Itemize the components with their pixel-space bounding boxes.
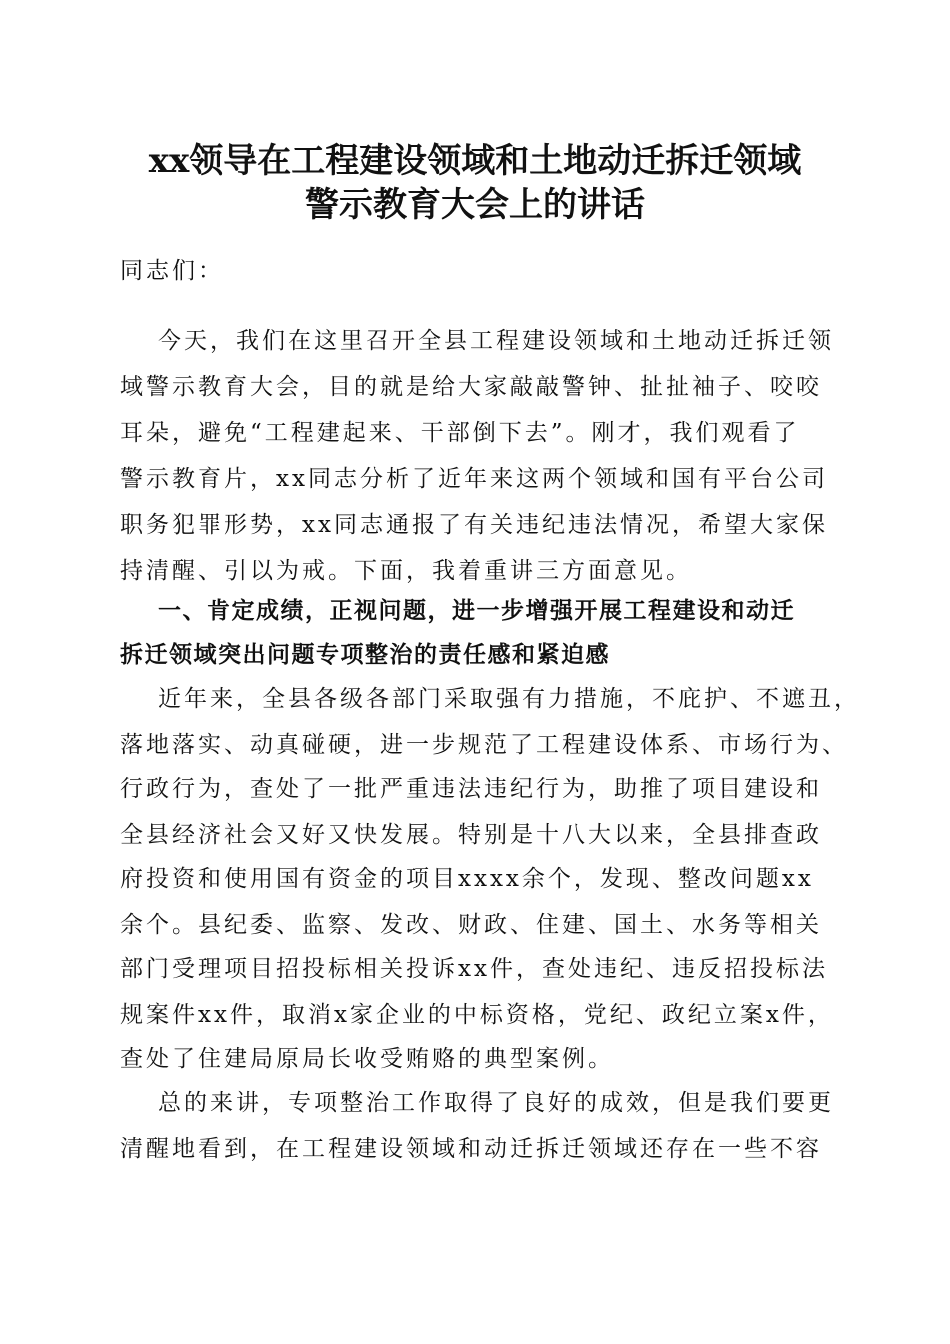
salutation: 同志们：: [120, 258, 224, 284]
paragraph-line: 全县经济社会又好又快发展。特别是十八大以来，全县排查政: [120, 822, 822, 848]
paragraph-line: 清醒地看到，在工程建设领域和动迁拆迁领域还存在一些不容: [120, 1136, 822, 1162]
paragraph-line: 查处了住建局原局长收受贿赂的典型案例。: [120, 1046, 614, 1072]
paragraph-line: 域警示教育大会，目的就是给大家敲敲警钟、扯扯袖子、咬咬: [120, 374, 822, 400]
section-heading-line: 一、肯定成绩，正视问题，进一步增强开展工程建设和动迁: [158, 598, 795, 624]
document-title-line-2: 警示教育大会上的讲话: [305, 185, 645, 225]
paragraph-line: 规案件xx件，取消x家企业的中标资格，党纪、政纪立案x件，: [120, 1002, 834, 1028]
document-title-line-1: xx领导在工程建设领域和土地动迁拆迁领域: [148, 141, 802, 181]
paragraph-line: 近年来，全县各级各部门采取强有力措施，不庇护、不遮丑，: [158, 686, 860, 712]
paragraph-line: 府投资和使用国有资金的项目xxxx余个，发现、整改问题xx: [120, 866, 814, 892]
paragraph-line: 行政行为，查处了一批严重违法违纪行为，助推了项目建设和: [120, 776, 822, 802]
paragraph-line: 落地落实、动真碰硬，进一步规范了工程建设体系、市场行为、: [120, 732, 848, 758]
paragraph-line: 耳朵，避免“工程建起来、干部倒下去”。刚才，我们观看了: [120, 420, 800, 446]
paragraph-line: 警示教育片，xx同志分析了近年来这两个领域和国有平台公司: [120, 466, 828, 492]
paragraph-line: 部门受理项目招投标相关投诉xx件，查处违纪、违反招投标法: [120, 956, 828, 982]
paragraph-line: 总的来讲，专项整治工作取得了良好的成效，但是我们要更: [158, 1090, 834, 1116]
paragraph-line: 持清醒、引以为戒。下面，我着重讲三方面意见。: [120, 558, 692, 584]
section-heading-line: 拆迁领域突出问题专项整治的责任感和紧迫感: [120, 642, 610, 668]
paragraph-line: 余个。县纪委、监察、发改、财政、住建、国土、水务等相关: [120, 912, 822, 938]
paragraph-line: 今天，我们在这里召开全县工程建设领域和土地动迁拆迁领: [158, 328, 834, 354]
paragraph-line: 职务犯罪形势，xx同志通报了有关违纪违法情况，希望大家保: [120, 512, 828, 538]
